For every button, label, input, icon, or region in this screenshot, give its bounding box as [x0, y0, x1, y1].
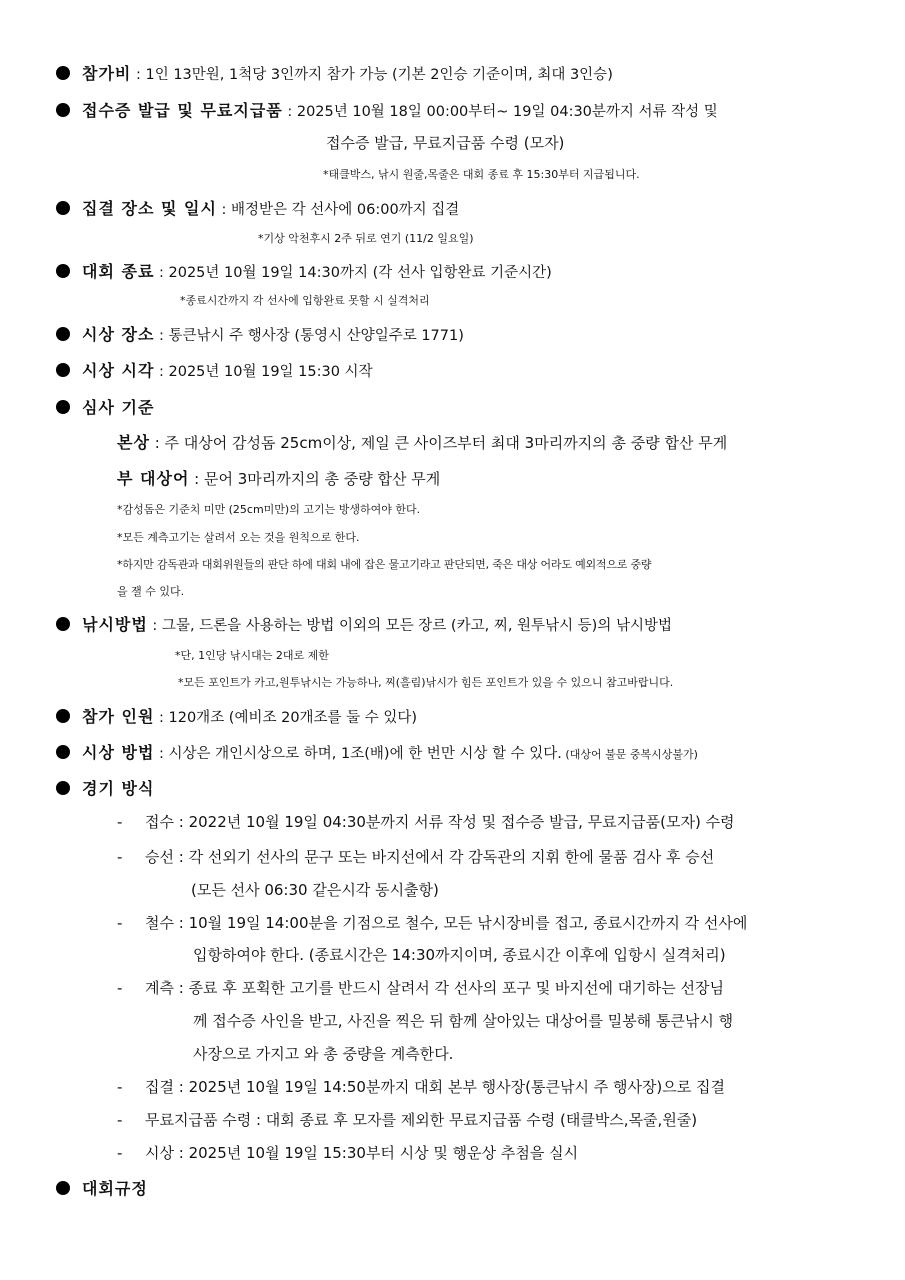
item-end	[56, 259, 552, 282]
registration-label: 접수증 발급 및 무료지급품	[82, 101, 283, 120]
award-place-label: 시상 장소	[82, 325, 155, 344]
criteria-note-2: *모든 계측고기는 살려서 오는 것을 원칙으로 한다.	[117, 531, 360, 544]
method-note-2: *모든 포인트가 카고,원투낚시는 가능하나, 찌(흘림)낚시가 힘든 포인트가 있을 수 있으니 참고바랍니다.	[178, 676, 674, 689]
registration-cont: 접수증 발급, 무료지급품 수령 (모자)	[326, 134, 565, 152]
competition-line-2b: (모든 선사 06:30 같은시각 동시출항)	[191, 881, 439, 899]
award-time-value: : 2025년 10월 19일 15:30 시작	[154, 364, 373, 380]
competition-label: 경기 방식	[82, 779, 155, 798]
competition-line-4	[117, 977, 724, 998]
dash-marker: -	[117, 1144, 123, 1162]
competition-line-4-text: 계측 : 종료 후 포획한 고기를 반드시 살려서 각 선사의 포구 및 바지선에 대기하는 선장님	[145, 979, 724, 997]
item-fee	[56, 61, 613, 84]
item-award-method	[56, 740, 698, 763]
bullet-icon	[56, 66, 70, 80]
item-award-place	[56, 322, 464, 345]
criteria-main-label: 본상	[117, 433, 150, 452]
competition-line-5-text: 집결 : 2025년 10월 19일 14:50분까지 대회 본부 행사장(통큰낚시 주 행사장)으로 집결	[145, 1078, 726, 1096]
method-value: : 그물, 드론을 사용하는 방법 이외의 모든 장르 (카고, 찌, 원투낚시 등)의 낚시방법	[147, 618, 672, 634]
competition-line-6-text: 무료지급품 수령 : 대회 종료 후 모자를 제외한 무료지급품 수령 (태클박스,목줄,원줄)	[145, 1111, 698, 1129]
criteria-sub-label: 부 대상어	[117, 469, 190, 488]
item-method	[56, 612, 672, 635]
registration-value: : 2025년 10월 18일 00:00부터~ 19일 04:30분까지 서류 작성 및	[282, 104, 718, 120]
item-competition	[56, 776, 154, 799]
method-note-1: *단, 1인당 낚시대는 2대로 제한	[175, 649, 329, 662]
competition-line-2	[117, 846, 714, 867]
bullet-icon	[56, 264, 70, 278]
dash-marker: -	[117, 1078, 123, 1096]
criteria-note-3a: *하지만 감독관과 대회위원들의 판단 하에 대회 내에 잡은 물고기라고 판단되면, 죽은 대상 어라도 예외적으로 중량	[117, 558, 652, 571]
assembly-label: 집결 장소 및 일시	[82, 199, 217, 218]
criteria-sub	[117, 466, 440, 489]
item-assembly	[56, 196, 459, 219]
method-label: 낚시방법	[82, 615, 148, 634]
end-value: : 2025년 10월 19일 14:30까지 (각 선사 입항완료 기준시간)	[154, 265, 552, 281]
award-time-label: 시상 시각	[82, 361, 155, 380]
competition-line-7-text: 시상 : 2025년 10월 19일 15:30부터 시상 및 행운상 추첨을 실시	[145, 1144, 579, 1162]
bullet-icon	[56, 327, 70, 341]
item-rules	[56, 1176, 148, 1199]
assembly-value: : 배정받은 각 선사에 06:00까지 집결	[216, 202, 460, 218]
award-method-small: (대상어 불문 중복시상불가)	[561, 748, 698, 761]
criteria-main	[117, 430, 727, 453]
bullet-icon	[56, 103, 70, 117]
award-method-value: : 시상은 개인시상으로 하며, 1조(배)에 한 번만 시상 할 수 있다.	[154, 746, 562, 762]
competition-line-2-text: 승선 : 각 선외기 선사의 문구 또는 바지선에서 각 감독관의 지휘 한에 물품 검사 후 승선	[145, 848, 715, 866]
competition-line-1-text: 접수 : 2022년 10월 19일 04:30분까지 서류 작성 및 접수증 발급, 무료지급품(모자) 수령	[145, 813, 735, 831]
dash-marker: -	[117, 1111, 123, 1129]
bullet-icon	[56, 709, 70, 723]
fee-label: 참가비	[82, 64, 132, 83]
award-method-label: 시상 방법	[82, 743, 155, 762]
end-note: *종료시간까지 각 선사에 입항완료 못할 시 실격처리	[180, 294, 430, 307]
bullet-icon	[56, 617, 70, 631]
rules-label: 대회규정	[82, 1179, 148, 1198]
competition-line-5	[117, 1076, 725, 1097]
assembly-note: *기상 악천후시 2주 뒤로 연기 (11/2 일요일)	[258, 232, 474, 245]
bullet-icon	[56, 745, 70, 759]
bullet-icon	[56, 201, 70, 215]
award-place-value: : 통큰낚시 주 행사장 (통영시 산양일주로 1771)	[154, 328, 464, 344]
competition-line-1	[117, 811, 735, 832]
competition-line-3	[117, 912, 747, 933]
competition-line-4c: 사장으로 가지고 와 총 중량을 계측한다.	[193, 1045, 454, 1063]
dash-marker: -	[117, 813, 123, 831]
end-label: 대회 종료	[82, 262, 155, 281]
competition-line-4b: 께 접수증 사인을 받고, 사진을 찍은 뒤 함께 살아있는 대상어를 밀봉해 통큰낚시 행	[193, 1012, 734, 1030]
bullet-icon	[56, 781, 70, 795]
bullet-icon	[56, 363, 70, 377]
item-award-time	[56, 358, 373, 381]
item-criteria	[56, 395, 154, 418]
bullet-icon	[56, 1181, 70, 1195]
item-participants	[56, 704, 417, 727]
criteria-note-1: *감성돔은 기준치 미만 (25cm미만)의 고기는 방생하여야 한다.	[117, 503, 421, 516]
dash-marker: -	[117, 914, 123, 932]
competition-line-7	[117, 1142, 578, 1163]
dash-marker: -	[117, 979, 123, 997]
competition-line-3-text: 철수 : 10월 19일 14:00분을 기점으로 철수, 모든 낚시장비를 접고, 종료시간까지 각 선사에	[145, 914, 748, 932]
item-registration	[56, 98, 718, 121]
criteria-label: 심사 기준	[82, 398, 155, 417]
competition-line-6	[117, 1109, 697, 1130]
participants-value: : 120개조 (예비조 20개조를 둘 수 있다)	[154, 710, 418, 726]
competition-line-3b: 입항하여야 한다. (종료시간은 14:30까지이며, 종료시간 이후에 입항시 실격처리)	[193, 946, 726, 964]
criteria-sub-value: : 문어 3마리까지의 총 중량 합산 무게	[189, 470, 441, 488]
criteria-note-3b: 을 잴 수 있다.	[117, 585, 185, 598]
fee-value: : 1인 13만원, 1척당 3인까지 참가 가능 (기본 2인승 기준이며, 최대 3인승)	[131, 67, 613, 83]
dash-marker: -	[117, 848, 123, 866]
criteria-main-value: : 주 대상어 감성돔 25cm이상, 제일 큰 사이즈부터 최대 3마리까지의 총 중량 합산 무게	[149, 434, 728, 452]
registration-note: *태클박스, 낚시 원줄,목줄은 대회 종료 후 15:30부터 지급됩니다.	[323, 168, 640, 181]
bullet-icon	[56, 400, 70, 414]
participants-label: 참가 인원	[82, 707, 155, 726]
